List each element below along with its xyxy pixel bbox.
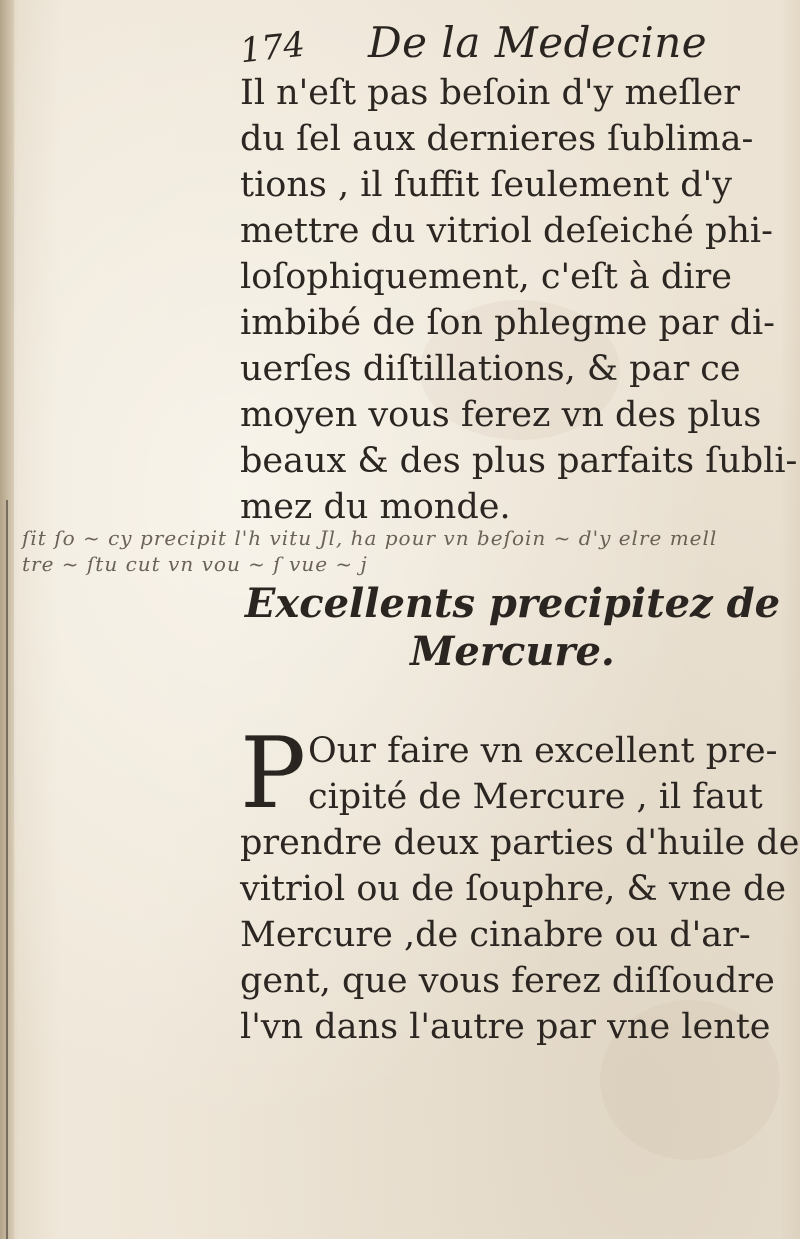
page-number: 174 [238,24,307,72]
paragraph [240,717,800,1050]
text-line: tions , il ſuffit ſeulement d'y [240,165,733,205]
heading-line: Mercure. [410,628,615,675]
text-line: Il n'eſt pas beſoin d'y meſler [240,73,740,113]
text-line: l'vn dans l'autre par vne lente [240,1007,771,1047]
running-title: De la Medecine [368,18,708,67]
drop-cap: P [240,717,306,831]
text-line: moyen vous ferez vn des plus [240,395,762,435]
text-line: vitriol ou de ſouphre, & vne de [240,869,787,909]
text-line: cipité de Mercure , il faut [308,777,763,817]
text-line: Mercure ,de cinabre ou d'ar- [240,915,751,955]
text-line: Our faire vn excellent pre- [308,731,778,771]
text-line: imbibé de ſon phlegme par di- [240,303,775,343]
page-header [240,12,760,72]
text-line: loſophiquement, c'eſt à dire [240,257,732,297]
handwritten-annotation [14,526,799,586]
text-line: mettre du vitriol deſeiché phi- [240,211,773,251]
handwritten-line: tre ~ ſtu cut vn vou ~ ſ vue ~ j [22,552,368,576]
handwritten-line: ſit ſo ~ cy precipit l'h vitu Jl, ha pour vn beſoin ~ d'y elre mell [22,526,718,550]
text-line: uerſes diſtillations, & par ce [240,349,741,389]
body-text [240,70,798,530]
text-line: gent, que vous ferez diſſoudre [240,961,775,1001]
text-line: mez du monde. [240,487,511,527]
text-line: prendre deux parties d'huile de [240,823,800,863]
section-heading [240,580,785,676]
heading-line: Excellents precipitez de [244,580,781,627]
text-line: du ſel aux dernieres ſublima- [240,119,754,159]
spine-edge-line [6,500,8,1239]
text-line: beaux & des plus parfaits ſubli- [240,441,798,481]
